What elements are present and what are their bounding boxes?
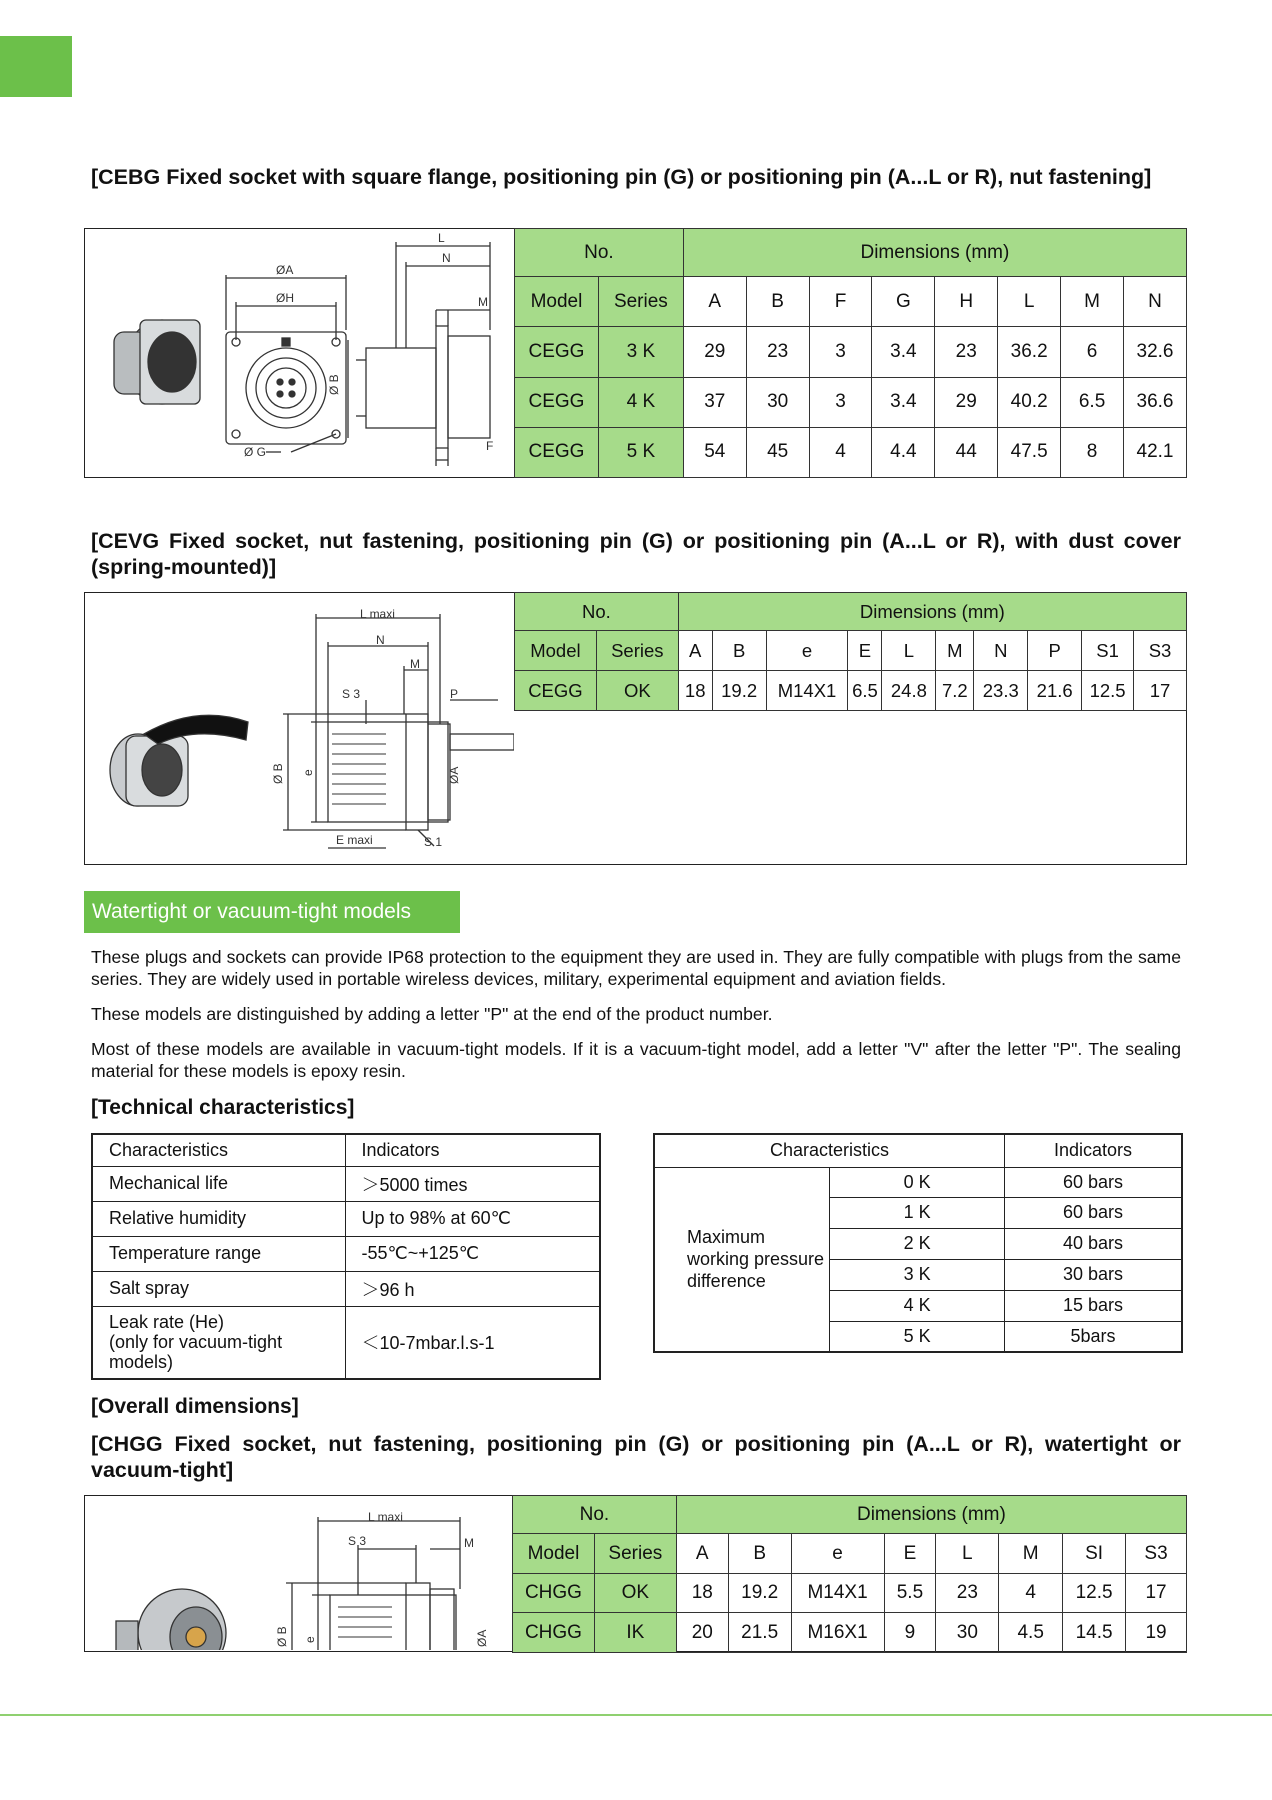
page-corner-tab (0, 36, 72, 97)
cevg-drawing (86, 594, 514, 863)
table-cell: 3.4 (872, 377, 935, 427)
table-header: S1 (1082, 631, 1134, 671)
table-header: L (882, 631, 936, 671)
cebg-label-dA: ØA (276, 263, 294, 277)
table-cell: 3.4 (872, 327, 935, 377)
table-header: M (999, 1534, 1063, 1574)
table-cell: Salt spray (92, 1271, 345, 1306)
table-header: SI (1063, 1534, 1126, 1574)
table-header: M (1061, 277, 1124, 327)
table-row (92, 1271, 600, 1306)
table-cell: 4.5 (999, 1613, 1063, 1653)
chgg-header-row (513, 1534, 1187, 1574)
cebg-header-row (515, 277, 1187, 327)
table-header: M (936, 631, 974, 671)
table-cell: 6.5 (1061, 377, 1124, 427)
table-cell: 5 K (598, 427, 683, 477)
cebg-no-header: No. (515, 229, 684, 277)
cebg-label-dH: ØH (276, 291, 294, 305)
cebg-label-L: L (438, 231, 445, 245)
cebg-label-M: M (478, 295, 488, 309)
cebg-label-N: N (442, 251, 451, 265)
table-cell: Temperature range (92, 1236, 345, 1271)
table-cell: 30 (746, 377, 809, 427)
table-header: G (872, 277, 935, 327)
table-cell: 23.3 (974, 671, 1028, 711)
table-cell: 4.4 (872, 427, 935, 477)
table-cell: 6.5 (848, 671, 882, 711)
table-header: Series (598, 277, 683, 327)
chgg-label-Lmaxi: L maxi (368, 1510, 403, 1524)
cevg-label-N: N (376, 633, 385, 647)
table-header: B (728, 1534, 791, 1574)
table-cell: 4 K (598, 377, 683, 427)
table-row (513, 1613, 1187, 1653)
table-header: A (676, 1534, 728, 1574)
table-cell: 40.2 (998, 377, 1061, 427)
table-cell: Up to 98% at 60℃ (345, 1201, 600, 1236)
watertight-paragraph-3: Most of these models are available in vacuum-tight models. If it is a vacuum-tight model, add a letter "V" after the letter "P". The sealing material for these models is epoxy resin. (91, 1039, 1181, 1081)
chgg-label-M: M (464, 1536, 474, 1550)
table-cell: 18 (678, 671, 712, 711)
table-cell: OK (594, 1574, 676, 1613)
table-cell: 5.5 (884, 1574, 936, 1613)
table-cell: 24.8 (882, 671, 936, 711)
cevg-heading: [CEVG Fixed socket, nut fastening, positioning pin (G) or positioning pin (A...L or R), with dust cover (spring-mounted)] (91, 529, 1181, 579)
cevg-header-row (515, 631, 1187, 671)
table-header: H (935, 277, 998, 327)
chgg-label-S3: S 3 (348, 1534, 367, 1548)
cebg-label-F: F (486, 439, 494, 453)
tech-header-row (92, 1134, 600, 1166)
chgg-dim-header: Dimensions (mm) (676, 1496, 1186, 1534)
table-cell: 47.5 (998, 427, 1061, 477)
overall-dimensions-heading: [Overall dimensions] (91, 1395, 299, 1418)
table-header: B (746, 277, 809, 327)
table-cell: 19.2 (728, 1574, 791, 1613)
table-row (515, 671, 1187, 711)
table-cell: CEGG (515, 671, 597, 711)
table-cell: OK (596, 671, 678, 711)
table-header: N (974, 631, 1028, 671)
table-cell: Relative humidity (92, 1201, 345, 1236)
table-cell: CEGG (515, 377, 599, 427)
table-row (92, 1201, 600, 1236)
table-cell: 36.6 (1124, 377, 1187, 427)
cevg-dimensions-table (514, 592, 1187, 711)
table-cell: 3 (809, 377, 872, 427)
table-cell: 23 (746, 327, 809, 377)
table-cell: 14.5 (1063, 1613, 1126, 1653)
table-cell: -55℃~+125℃ (345, 1236, 600, 1271)
chgg-dimensions-table (512, 1495, 1187, 1653)
table-cell: 36.2 (998, 327, 1061, 377)
table-header: A (678, 631, 712, 671)
cevg-label-S3: S 3 (342, 687, 361, 701)
table-header: e (766, 631, 848, 671)
table-cell: 7.2 (936, 671, 974, 711)
table-cell: 60 bars (1005, 1167, 1182, 1197)
table-cell: 23 (935, 327, 998, 377)
table-cell: 42.1 (1124, 427, 1187, 477)
table-header: Model (513, 1534, 595, 1574)
table-cell: 23 (936, 1574, 999, 1613)
cebg-drawing (86, 230, 512, 476)
table-header: S3 (1126, 1534, 1187, 1574)
table-cell: 29 (683, 327, 746, 377)
chgg-drawing (86, 1497, 512, 1650)
table-cell: Leak rate (He) (only for vacuum-tight models) (92, 1306, 345, 1379)
table-cell: IK (594, 1613, 676, 1653)
table-cell: 29 (935, 377, 998, 427)
table-cell: 21.5 (728, 1613, 791, 1653)
table-cell: 19 (1126, 1613, 1187, 1653)
table-cell: 45 (746, 427, 809, 477)
chgg-label-e: e (303, 1636, 317, 1643)
table-cell: 3 (809, 327, 872, 377)
table-cell: 32.6 (1124, 327, 1187, 377)
table-cell: 60 bars (1005, 1197, 1182, 1228)
table-cell: ＜10-7mbar.l.s-1 (345, 1306, 600, 1379)
table-header: Series (594, 1534, 676, 1574)
table-cell: 18 (676, 1574, 728, 1613)
cebg-dimensions-table (514, 228, 1187, 478)
pressure-label: Maximum working pressure difference (654, 1167, 830, 1352)
table-cell: CEGG (515, 327, 599, 377)
table-cell: M16X1 (791, 1613, 884, 1653)
table-row (654, 1167, 1182, 1197)
table-cell: 54 (683, 427, 746, 477)
cebg-label-dB: Ø B (327, 374, 341, 395)
table-row (513, 1574, 1187, 1613)
pressure-table (653, 1133, 1183, 1353)
cevg-label-e: e (301, 769, 315, 776)
table-row (92, 1306, 600, 1379)
table-header: L (936, 1534, 999, 1574)
table-cell: 37 (683, 377, 746, 427)
table-cell: 8 (1061, 427, 1124, 477)
table-cell: 12.5 (1082, 671, 1134, 711)
table-header: S3 (1134, 631, 1187, 671)
table-cell: 3 K (830, 1259, 1005, 1290)
table-cell: 17 (1134, 671, 1187, 711)
table-header: Series (596, 631, 678, 671)
table-header: Characteristics (654, 1134, 1005, 1167)
table-cell: 30 bars (1005, 1259, 1182, 1290)
table-header: B (712, 631, 766, 671)
table-cell: Mechanical life (92, 1166, 345, 1201)
table-header: A (683, 277, 746, 327)
table-header: F (809, 277, 872, 327)
cevg-label-S1: S 1 (424, 835, 443, 849)
table-cell: 9 (884, 1613, 936, 1653)
table-cell: 30 (936, 1613, 999, 1653)
table-cell: ＞96 h (345, 1271, 600, 1306)
chgg-label-dA: ØA (475, 1629, 489, 1647)
watertight-paragraph-1: These plugs and sockets can provide IP68 protection to the equipment they are used in. They are fully compatible with plugs from the same series. They are widely used in portable wireless devices, military, experimental equipment and aviation fields. (91, 947, 1181, 989)
cevg-label-P: P (450, 687, 459, 701)
table-row (92, 1166, 600, 1201)
pressure-header-row (654, 1134, 1182, 1167)
table-cell: 1 K (830, 1197, 1005, 1228)
table-header: Characteristics (92, 1134, 345, 1166)
chgg-label-dB: Ø B (275, 1626, 289, 1647)
table-header: E (884, 1534, 936, 1574)
watertight-paragraph-2: These models are distinguished by adding a letter "P" at the end of the product number. (91, 1004, 773, 1024)
table-cell: 5 K (830, 1321, 1005, 1352)
table-cell: M14X1 (766, 671, 848, 711)
table-cell: 40 bars (1005, 1228, 1182, 1259)
table-cell: 21.6 (1028, 671, 1082, 711)
table-header: Indicators (345, 1134, 600, 1166)
table-header: P (1028, 631, 1082, 671)
cevg-label-M: M (410, 657, 420, 671)
table-header: E (848, 631, 882, 671)
table-cell: 12.5 (1063, 1574, 1126, 1613)
watertight-section-title: Watertight or vacuum-tight models (84, 891, 460, 933)
table-row (92, 1236, 600, 1271)
cevg-no-header: No. (515, 593, 679, 631)
table-cell: 3 K (598, 327, 683, 377)
table-cell: 2 K (830, 1228, 1005, 1259)
footer-divider (0, 1714, 1272, 1716)
cebg-dim-header: Dimensions (mm) (683, 229, 1186, 277)
table-row (515, 327, 1187, 377)
table-cell: 20 (676, 1613, 728, 1653)
table-cell: CEGG (515, 427, 599, 477)
cebg-label-dG: Ø G (244, 445, 267, 459)
table-header: Model (515, 277, 599, 327)
chgg-heading: [CHGG Fixed socket, nut fastening, positioning pin (G) or positioning pin (A...L or R), watertight or vacuum-tight] (91, 1432, 1181, 1482)
table-row (515, 377, 1187, 427)
table-header: L (998, 277, 1061, 327)
chgg-no-header: No. (513, 1496, 677, 1534)
table-cell: 4 (999, 1574, 1063, 1613)
table-cell: M14X1 (791, 1574, 884, 1613)
table-cell: CHGG (513, 1574, 595, 1613)
table-cell: 0 K (830, 1167, 1005, 1197)
tech-characteristics-table (91, 1133, 601, 1380)
table-cell: 6 (1061, 327, 1124, 377)
tech-characteristics-heading: [Technical characteristics] (91, 1096, 355, 1119)
table-cell: 19.2 (712, 671, 766, 711)
table-cell: CHGG (513, 1613, 595, 1653)
cevg-label-Emaxi: E maxi (336, 833, 373, 847)
table-header: e (791, 1534, 884, 1574)
cevg-label-dB: Ø B (271, 763, 285, 784)
table-header: N (1124, 277, 1187, 327)
table-cell: 44 (935, 427, 998, 477)
cevg-label-dA: ØA (447, 766, 461, 784)
table-header: Model (515, 631, 597, 671)
table-cell: ＞5000 times (345, 1166, 600, 1201)
table-cell: 17 (1126, 1574, 1187, 1613)
table-cell: 4 K (830, 1290, 1005, 1321)
cebg-heading: [CEBG Fixed socket with square flange, positioning pin (G) or positioning pin (A...L or R), nut fastening] (91, 165, 1152, 189)
table-header: Indicators (1005, 1134, 1182, 1167)
table-row (515, 427, 1187, 477)
cevg-label-Lmaxi: L maxi (360, 607, 395, 621)
table-cell: 4 (809, 427, 872, 477)
cevg-dim-header: Dimensions (mm) (678, 593, 1186, 631)
table-cell: 15 bars (1005, 1290, 1182, 1321)
table-cell: 5bars (1005, 1321, 1182, 1352)
